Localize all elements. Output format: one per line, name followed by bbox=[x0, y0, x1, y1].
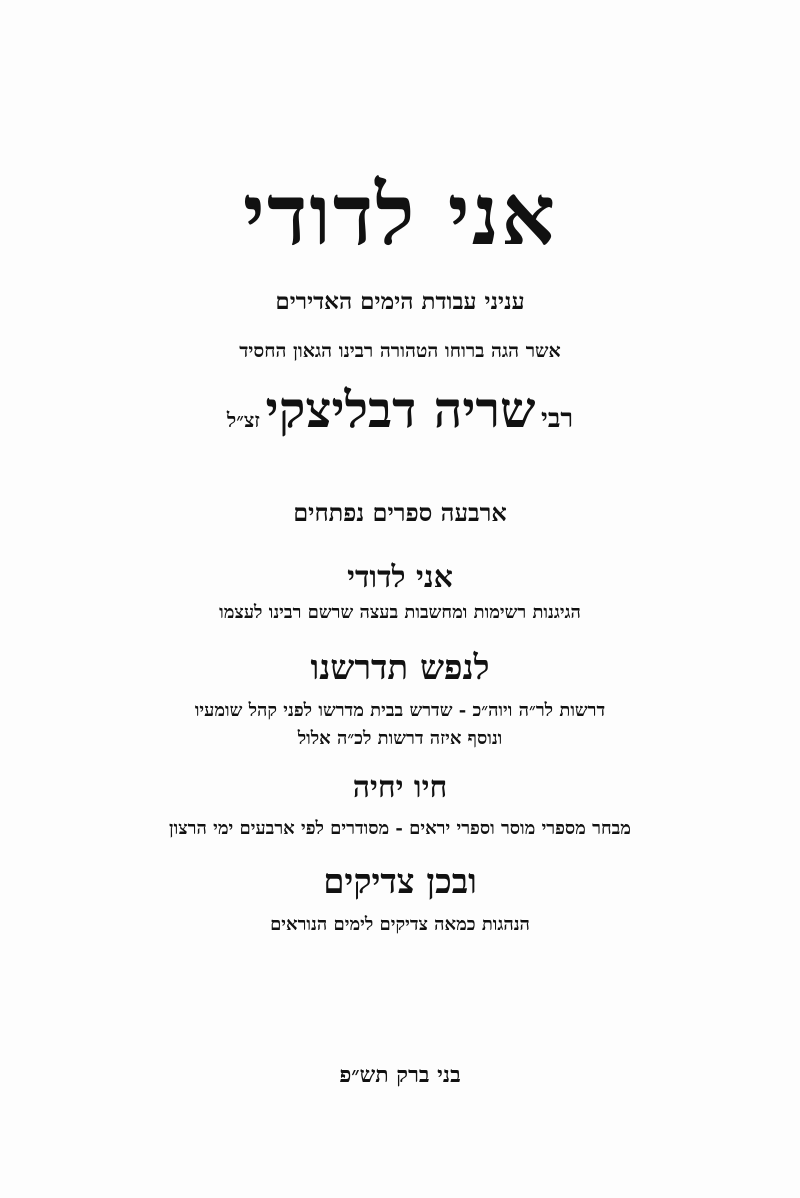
author-name: שריה דבליצקי bbox=[265, 380, 536, 439]
author-prefix: רבי bbox=[541, 404, 574, 434]
book-title-3: חיו יחיה bbox=[352, 770, 448, 805]
book-title-4: ובכן צדיקים bbox=[323, 862, 477, 902]
books-intro: ארבעה ספרים נפתחים bbox=[293, 498, 507, 527]
place-and-date: בני ברק תש״פ bbox=[339, 1062, 461, 1088]
book-description-3: מבחר מספרי מוסר וספרי יראים - מסודרים לפי ארבעים ימי הרצון bbox=[169, 818, 631, 839]
book-description-2a: דרשות לר״ה ויוה״כ - שדרש בבית מדרשו לפני קהל שומעיו bbox=[194, 700, 606, 721]
book-description-2b: ונוסף איזה דרשות לכ״ה אלול bbox=[297, 728, 503, 749]
book-title-1: אני לדודי bbox=[347, 560, 453, 595]
book-description-4: הנהגות כמאה צדיקים לימים הנוראים bbox=[270, 914, 530, 935]
book-title-2: לנפש תדרשנו bbox=[310, 648, 490, 688]
author-line bbox=[80, 378, 720, 442]
book-description-1: הגיגנות רשימות ומחשבות בעצה שרשם רבינו לעצמו bbox=[219, 602, 581, 623]
title-page-content bbox=[80, 0, 720, 1198]
author-intro: אשר הגה ברוחו הטהורה רבינו הגאון החסיד bbox=[239, 340, 561, 362]
main-title: אני לדודי bbox=[242, 165, 558, 264]
author-suffix: זצ״ל bbox=[226, 408, 260, 432]
subtitle: עניני עבודת הימים האדירים bbox=[275, 288, 525, 315]
